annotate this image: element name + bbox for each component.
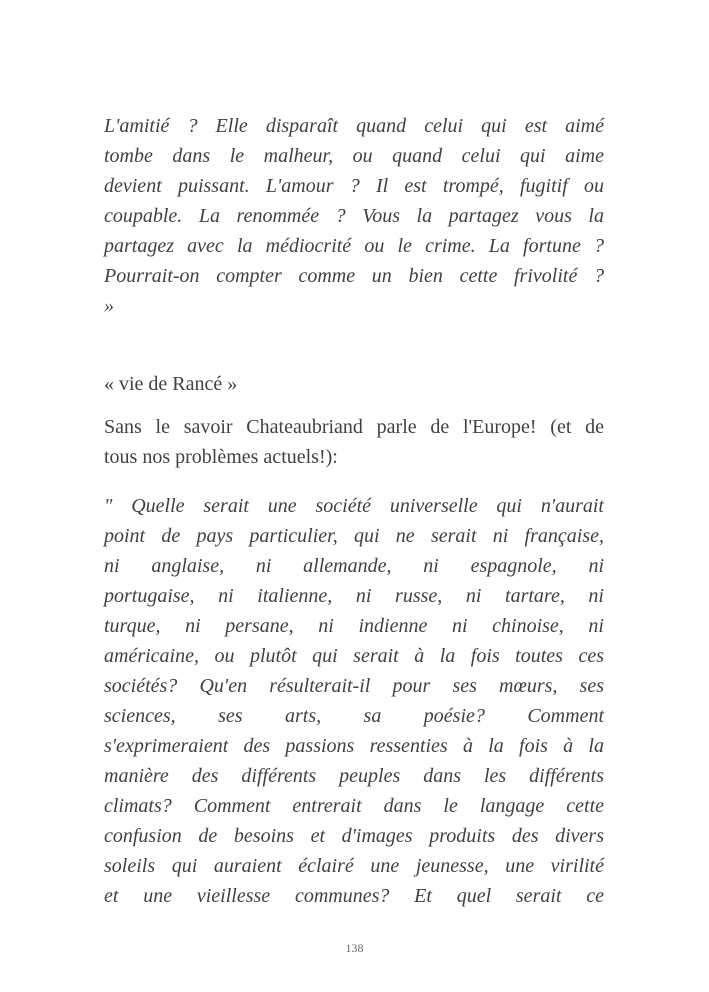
quote-line: s'exprimeraient des passions ressenties à la fois à la <box>104 735 604 757</box>
attribution-line: « vie de Rancé » <box>104 373 238 395</box>
quote-line: L'amitié ? Elle disparaît quand celui qui est aimé <box>104 115 604 137</box>
quote-line: partagez avec la médiocrité ou le crime. La fortune ? <box>104 235 604 257</box>
quote-line: coupable. La renommée ? Vous la partagez vous la <box>104 205 604 227</box>
quote-paragraph-amitie <box>104 111 604 321</box>
commentary-line: Sans le savoir Chateaubriand parle de l'Europe! (et de <box>104 416 604 438</box>
quote-paragraph-societe-universelle <box>104 491 604 911</box>
quote-line: sociétés? Qu'en résulterait-il pour ses mœurs, ses <box>104 675 604 697</box>
quote-line: tombe dans le malheur, ou quand celui qui aime <box>104 145 604 167</box>
quote-line: climats? Comment entrerait dans le langage cette <box>104 795 604 817</box>
quote-line: point de pays particulier, qui ne serait ni française, <box>104 525 604 547</box>
quote-line: devient puissant. L'amour ? Il est trompé, fugitif ou <box>104 175 604 197</box>
quote-line: Pourrait-on compter comme un bien cette frivolité ? <box>104 265 604 287</box>
quote-line: turque, ni persane, ni indienne ni chinoise, ni <box>104 615 604 637</box>
page-number: 138 <box>345 941 364 955</box>
quote-line: portugaise, ni italienne, ni russe, ni tartare, ni <box>104 585 604 607</box>
closing-guillemet: » <box>104 295 114 317</box>
quote-line: ni anglaise, ni allemande, ni espagnole, ni <box>104 555 604 577</box>
quote-line: soleils qui auraient éclairé une jeunesse, une virilité <box>104 855 604 877</box>
quote-line: confusion de besoins et d'images produits des divers <box>104 825 604 847</box>
quote-line: américaine, ou plutôt qui serait à la fois toutes ces <box>104 645 604 667</box>
text-block <box>104 111 604 911</box>
attribution-vie-de-rance <box>104 369 604 399</box>
quote-line: " Quelle serait une société universelle qui n'aurait <box>104 495 604 517</box>
quote-line: et une vieillesse communes? Et quel serait ce <box>104 885 604 907</box>
quote-line: manière des différents peuples dans les différents <box>104 765 604 787</box>
commentary-paragraph <box>104 412 604 472</box>
quote-line: sciences, ses arts, sa poésie? Comment <box>104 705 604 727</box>
commentary-line: tous nos problèmes actuels!): <box>104 446 338 468</box>
